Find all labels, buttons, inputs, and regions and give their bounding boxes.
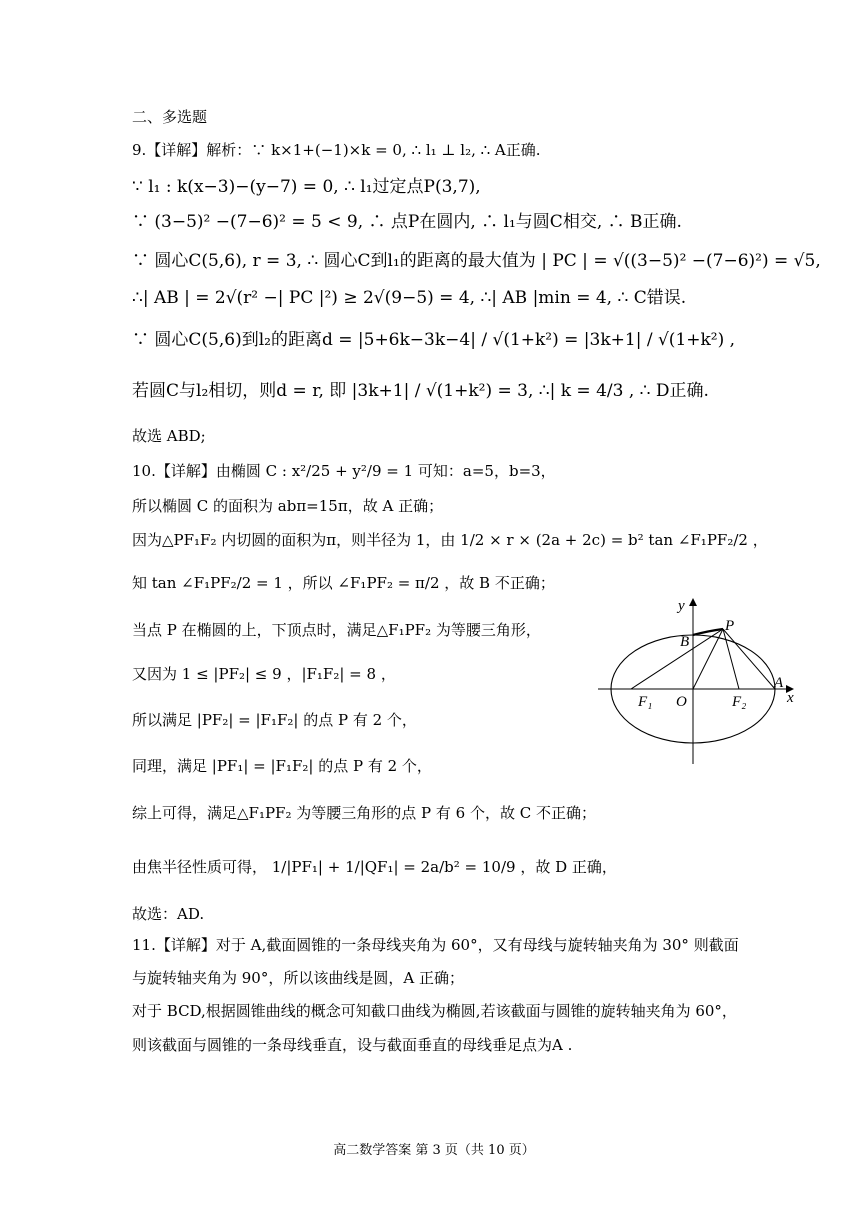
- q9-line-1: 9.【详解】解析：∵ k×1+(−1)×k = 0, ∴ l₁ ⊥ l₂, ∴ A正确.: [132, 141, 541, 159]
- q10-line-6: 又因为 1 ≤ |PF₂| ≤ 9 ，|F₁F₂| = 8 ，: [132, 665, 396, 683]
- q9-line-7: 若圆C与l₂相切，则d = r, 即 |3k+1| / √(1+k²) = 3, ∴| k = 4/3 , ∴ D正确.: [132, 381, 709, 401]
- q10-line-8: 同理，满足 |PF₁| = |F₁F₂| 的点 P 有 2 个，: [132, 757, 432, 775]
- q10-line-4: 知 tan ∠F₁PF₂/2 = 1 ，所以 ∠F₁PF₂ = π/2 ，故 B 不正确；: [132, 574, 555, 592]
- ellipse-figure: [596, 594, 806, 770]
- q10-line-7: 所以满足 |PF₂| = |F₁F₂| 的点 P 有 2 个，: [132, 711, 417, 729]
- q10-line-9: 综上可得，满足△F₁PF₂ 为等腰三角形的点 P 有 6 个，故 C 不正确；: [132, 804, 596, 822]
- q11-line-4: 则该截面与圆锥的一条母线垂直，设与截面垂直的母线垂足点为A .: [132, 1036, 573, 1054]
- q10-line-1: 10.【详解】由椭圆 C : x²/25 + y²/9 = 1 可知：a=5，b=3，: [132, 462, 556, 480]
- q11-line-1: 11.【详解】对于 A,截面圆锥的一条母线夹角为 60°，又有母线与旋转轴夹角为 30° 则截面: [132, 936, 739, 954]
- q9-line-4: ∵ 圆心C(5,6), r = 3, ∴ 圆心C到l₁的距离的最大值为 | PC | = √((3−5)² −(7−6)²) = √5,: [132, 251, 821, 271]
- page-footer: 高二数学答案 第 3 页（共 10 页）: [333, 1143, 535, 1158]
- segment-f1-p: [631, 629, 723, 689]
- label-o: O: [676, 694, 687, 710]
- q9-answer: 故选 ABD;: [132, 427, 206, 445]
- label-b: B: [680, 634, 690, 650]
- q9-line-3: ∵ (3−5)² −(7−6)² = 5 < 9, ∴ 点P在圆内, ∴ l₁与圆C相交, ∴ B正确.: [132, 212, 682, 232]
- q10-line-5: 当点 P 在椭圆的上，下顶点时，满足△F₁PF₂ 为等腰三角形，: [132, 621, 541, 639]
- section-title: 二、多选题: [132, 108, 208, 126]
- q11-line-2: 与旋转轴夹角为 90°，所以该曲线是圆，A 正确；: [132, 969, 464, 987]
- q9-line-5: ∴| AB | = 2√(r² −| PC |²) ≥ 2√(9−5) = 4, ∴| AB |min = 4, ∴ C错误.: [132, 288, 687, 308]
- label-a: A: [774, 675, 784, 691]
- q10-line-2: 所以椭圆 C 的面积为 abπ=15π，故 A 正确；: [132, 497, 444, 515]
- q10-line-3: 因为△PF₁F₂ 内切圆的面积为π，则半径为 1，由 1/2 × r × (2a + 2c) = b² tan ∠F₁PF₂/2 ，: [132, 531, 768, 549]
- q10-answer: 故选：AD.: [132, 905, 205, 923]
- q10-line-10: 由焦半径性质可得， 1/|PF₁| + 1/|QF₁| = 2a/b² = 10/9 ，故 D 正确，: [132, 858, 617, 876]
- label-f2: F₂: [732, 694, 747, 710]
- label-p: P: [725, 618, 735, 634]
- label-f1: F₁: [638, 694, 653, 710]
- segment-o-p: [693, 629, 723, 689]
- q9-line-6: ∵ 圆心C(5,6)到l₂的距离d = |5+6k−3k−4| / √(1+k²) = |3k+1| / √(1+k²) ,: [132, 330, 736, 350]
- label-x: x: [787, 690, 794, 706]
- label-y: y: [678, 598, 685, 614]
- q9-line-2: ∵ l₁ : k(x−3)−(y−7) = 0, ∴ l₁过定点P(3,7),: [132, 177, 481, 197]
- q11-line-3: 对于 BCD,根据圆锥曲线的概念可知截口曲线为椭圆,若该截面与圆锥的旋转轴夹角为 60°，: [132, 1002, 737, 1020]
